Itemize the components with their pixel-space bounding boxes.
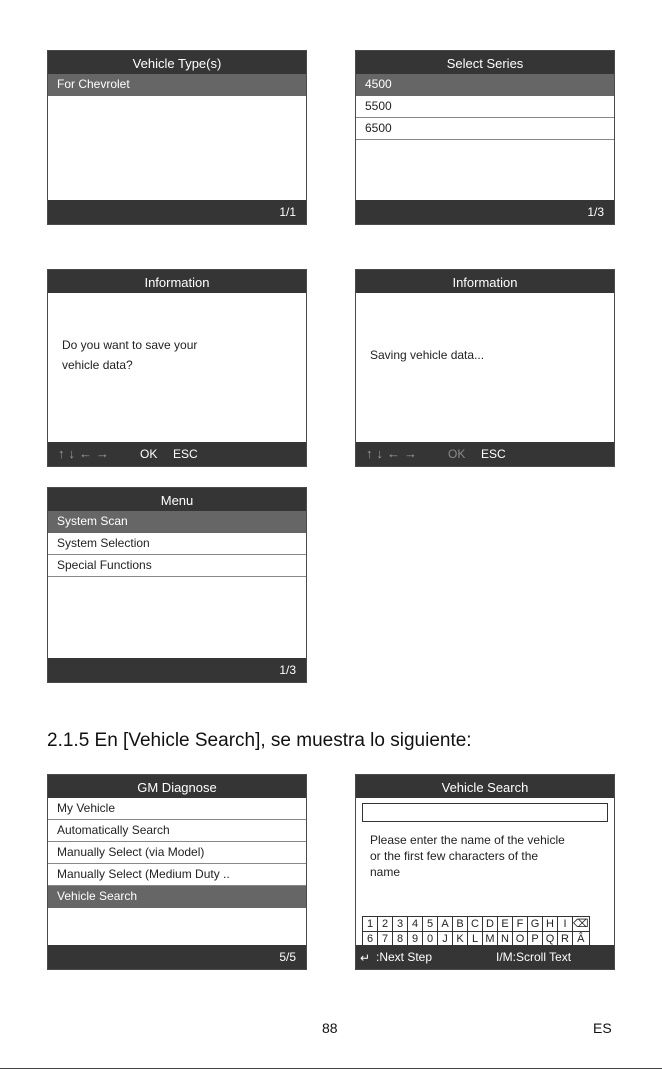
menu-item[interactable]: My Vehicle <box>48 798 306 820</box>
instruction-line: or the first few characters of the <box>370 849 539 863</box>
page-indicator: 1/3 <box>279 663 296 677</box>
screen-title: Information <box>356 270 614 293</box>
vehicle-type-screen <box>47 50 307 225</box>
screen-title: GM Diagnose <box>48 775 306 798</box>
keyboard-key[interactable]: ⌫ <box>573 918 589 930</box>
keyboard-key[interactable]: Q <box>543 932 558 946</box>
language-code: ES <box>593 1020 612 1036</box>
keyboard-key[interactable]: F <box>513 917 528 932</box>
page-indicator: 5/5 <box>279 950 296 964</box>
message-line: vehicle data? <box>62 358 133 372</box>
message-line: Saving vehicle data... <box>370 348 485 362</box>
keyboard-key[interactable]: 6 <box>363 932 378 946</box>
on-screen-keyboard <box>362 916 590 945</box>
esc-button[interactable]: ESC <box>173 447 198 461</box>
keyboard-key[interactable]: 0 <box>423 932 438 946</box>
select-series-screen <box>355 50 615 225</box>
list-item[interactable]: 4500 <box>356 74 614 96</box>
keyboard-key[interactable]: 2 <box>378 917 393 932</box>
ok-button[interactable]: OK <box>140 447 158 461</box>
vehicle-search-screen <box>355 774 615 970</box>
instruction-line: name <box>370 865 401 879</box>
keyboard-key[interactable]: 3 <box>393 917 408 932</box>
keyboard-key[interactable]: G <box>528 917 543 932</box>
keyboard-key[interactable]: M <box>483 932 498 946</box>
next-step-hint: :Next Step <box>376 950 433 964</box>
keyboard-key[interactable]: L <box>468 932 483 946</box>
keyboard-key[interactable]: D <box>483 917 498 932</box>
menu-item[interactable]: Vehicle Search <box>48 886 306 908</box>
keyboard-key[interactable]: Â <box>573 932 590 946</box>
arrow-keys-icon: ↑↓←→ <box>58 446 113 461</box>
keyboard-key[interactable]: K <box>453 932 468 946</box>
list-item[interactable]: For Chevrolet <box>48 74 306 96</box>
gm-diagnose-screen <box>47 774 307 970</box>
keyboard-key[interactable]: 7 <box>378 932 393 946</box>
keyboard-key[interactable]: E <box>498 917 513 932</box>
instruction-line: Please enter the name of the vehicle <box>370 833 565 847</box>
keyboard-key[interactable]: C <box>468 917 483 932</box>
message-line: Do you want to save your <box>62 338 198 352</box>
menu-item[interactable]: System Scan <box>48 511 306 533</box>
menu-item[interactable]: System Selection <box>48 533 306 555</box>
scroll-hint: I/M:Scroll Text <box>496 950 572 964</box>
menu-screen <box>47 487 307 683</box>
screen-title: Vehicle Search <box>356 775 614 798</box>
keyboard-key[interactable]: 9 <box>408 932 423 946</box>
page-indicator: 1/1 <box>279 205 296 219</box>
info-saving-screen <box>355 269 615 467</box>
keyboard-key[interactable]: 5 <box>423 917 438 932</box>
menu-item[interactable]: Automatically Search <box>48 820 306 842</box>
ok-button: OK <box>448 447 466 461</box>
list-item[interactable]: 5500 <box>356 96 614 118</box>
keyboard-key[interactable]: A <box>438 917 453 932</box>
screen-title: Information <box>48 270 306 293</box>
section-heading: 2.1.5 En [Vehicle Search], se muestra lo siguiente: <box>47 730 472 751</box>
arrow-keys-icon: ↑↓←→ <box>366 446 421 461</box>
keyboard-key[interactable]: B <box>453 917 468 932</box>
info-save-screen <box>47 269 307 467</box>
menu-item[interactable]: Special Functions <box>48 555 306 577</box>
keyboard-key[interactable]: 1 <box>363 917 378 932</box>
keyboard-key[interactable]: I <box>558 917 573 932</box>
keyboard-key[interactable]: H <box>543 917 558 932</box>
keyboard-key[interactable]: O <box>513 932 528 946</box>
esc-button[interactable]: ESC <box>481 447 506 461</box>
list-item[interactable]: 6500 <box>356 118 614 140</box>
footer-divider <box>0 1068 662 1069</box>
screen-title: Vehicle Type(s) <box>48 51 306 74</box>
screen-title: Menu <box>48 488 306 511</box>
keyboard-key[interactable]: J <box>438 932 453 946</box>
keyboard-key[interactable]: 8 <box>393 932 408 946</box>
keyboard-key[interactable]: P <box>528 932 543 946</box>
page-indicator: 1/3 <box>587 205 604 219</box>
search-input[interactable] <box>362 803 608 822</box>
menu-item[interactable]: Manually Select (Medium Duty .. <box>48 864 306 886</box>
keyboard-key[interactable]: N <box>498 932 513 946</box>
menu-item[interactable]: Manually Select (via Model) <box>48 842 306 864</box>
page-number: 88 <box>322 1020 338 1036</box>
screen-title: Select Series <box>356 51 614 74</box>
enter-icon: ↵ <box>360 951 371 965</box>
keyboard-key[interactable]: 4 <box>408 917 423 932</box>
keyboard-key[interactable]: R <box>558 932 573 946</box>
